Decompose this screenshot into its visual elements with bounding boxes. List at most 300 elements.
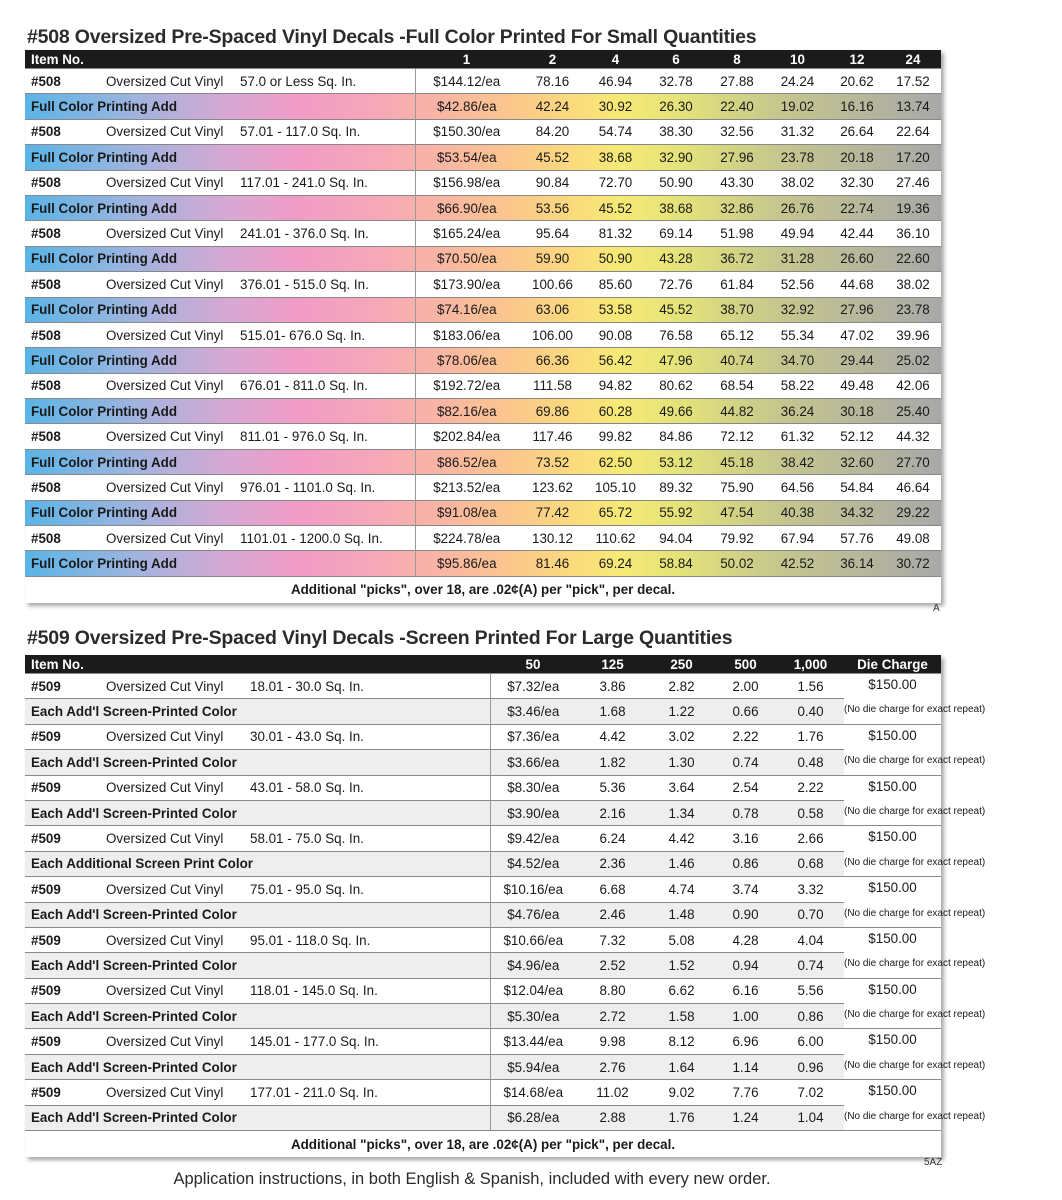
price-row [25, 373, 941, 398]
table-509-title: #509 Oversized Pre-Spaced Vinyl Decals -Screen Printed For Large Quantities [27, 627, 733, 649]
price-cell: 45.52 [587, 195, 644, 220]
price-cell: 4.04 [777, 927, 844, 952]
add-on-label: Each Add'l Screen-Printed Color [25, 750, 490, 775]
price-cell: 90.84 [518, 170, 587, 195]
price-cell: 44.68 [829, 272, 885, 297]
add-on-row [25, 449, 941, 474]
header-qty: 24 [885, 50, 941, 69]
price-cell: 36.14 [829, 551, 885, 576]
price-cell: 13.74 [885, 94, 941, 119]
price-cell: 26.76 [766, 195, 829, 220]
die-charge-amount: $150.00 [868, 829, 917, 845]
die-charge-cell [844, 978, 986, 1029]
add-on-row [25, 851, 941, 876]
price-row [25, 1029, 941, 1054]
add-on-row [25, 399, 941, 424]
price-cell: 36.10 [885, 221, 941, 246]
price-cell: 17.52 [885, 69, 941, 94]
price-cell: 106.00 [518, 322, 587, 347]
price-cell: 32.86 [708, 195, 766, 220]
table-footnote: Additional "picks", over 18, are .02¢(A) per "pick", per decal. [25, 1131, 941, 1158]
table-header [25, 50, 941, 69]
header-qty: 6 [644, 50, 708, 69]
price-cell: $95.86/ea [415, 551, 518, 576]
price-cell: 47.96 [644, 348, 708, 373]
item-number: #509 [25, 775, 106, 800]
price-row [25, 170, 941, 195]
price-cell: $4.52/ea [490, 851, 576, 876]
price-cell: 20.18 [829, 145, 885, 170]
item-number: #509 [25, 674, 106, 699]
item-description: Oversized Cut Vinyl [106, 475, 240, 500]
die-charge-amount: $150.00 [868, 727, 917, 743]
price-cell: 8.80 [576, 978, 649, 1003]
price-cell: 0.48 [777, 750, 844, 775]
item-description: Oversized Cut Vinyl [106, 526, 240, 551]
die-charge-amount: $150.00 [868, 677, 917, 692]
size-range: 118.01 - 145.0 Sq. In. [250, 978, 490, 1003]
size-range: 43.01 - 58.0 Sq. In. [250, 775, 490, 800]
add-on-label: Full Color Printing Add [25, 348, 415, 373]
item-description: Oversized Cut Vinyl [106, 170, 240, 195]
price-cell: 57.76 [829, 526, 885, 551]
price-cell: 65.12 [708, 322, 766, 347]
price-cell: 17.20 [885, 145, 941, 170]
price-cell: 85.60 [587, 272, 644, 297]
header-qty: 50 [490, 655, 576, 674]
item-description: Oversized Cut Vinyl [106, 1080, 250, 1105]
price-row [25, 526, 941, 551]
table-footnote: Additional "picks", over 18, are .02¢(A) per "pick", per decal. [25, 576, 941, 603]
header-qty: 250 [649, 655, 714, 674]
size-range: 676.01 - 811.0 Sq. In. [240, 373, 415, 398]
price-cell: 81.46 [518, 551, 587, 576]
price-cell: 8.12 [649, 1029, 714, 1054]
die-charge-note: (No die charge for exact repeat) [844, 1059, 986, 1071]
price-cell: 7.76 [714, 1080, 777, 1105]
price-cell: 27.96 [708, 145, 766, 170]
price-cell: 72.76 [644, 272, 708, 297]
price-cell: 39.96 [885, 322, 941, 347]
price-cell: 25.40 [885, 399, 941, 424]
item-description: Oversized Cut Vinyl [106, 272, 240, 297]
price-cell: 1.52 [649, 953, 714, 978]
price-cell: 60.28 [587, 399, 644, 424]
price-cell: 0.94 [714, 953, 777, 978]
die-charge-amount: $150.00 [868, 981, 917, 997]
price-cell: 84.20 [518, 119, 587, 144]
price-cell: 38.42 [766, 449, 829, 474]
price-cell: 42.24 [518, 94, 587, 119]
price-cell: 55.34 [766, 322, 829, 347]
price-cell: 69.86 [518, 399, 587, 424]
price-cell: 1.30 [649, 750, 714, 775]
price-cell: 2.82 [649, 674, 714, 699]
price-cell: 38.68 [644, 195, 708, 220]
price-cell: $6.28/ea [490, 1105, 576, 1130]
price-cell: 1.68 [576, 699, 649, 724]
price-cell: 19.02 [766, 94, 829, 119]
price-cell: $7.32/ea [490, 674, 576, 699]
table-header [25, 655, 941, 674]
add-on-label: Full Color Printing Add [25, 399, 415, 424]
price-cell: 6.62 [649, 978, 714, 1003]
price-cell: 11.02 [576, 1080, 649, 1105]
price-cell: 2.00 [714, 674, 777, 699]
price-cell: 5.36 [576, 775, 649, 800]
price-cell: 16.16 [829, 94, 885, 119]
price-cell: 0.66 [714, 699, 777, 724]
price-cell: 50.02 [708, 551, 766, 576]
price-cell: 80.62 [644, 373, 708, 398]
add-on-row [25, 1054, 941, 1079]
add-on-row [25, 1105, 941, 1130]
die-charge-note: (No die charge for exact repeat) [844, 704, 986, 716]
price-cell: 32.92 [766, 297, 829, 322]
price-cell: 4.74 [649, 877, 714, 902]
price-row [25, 674, 941, 699]
header-item-no: Item No. [25, 655, 490, 674]
price-cell: 52.12 [829, 424, 885, 449]
price-cell: 6.16 [714, 978, 777, 1003]
price-cell: 47.54 [708, 500, 766, 525]
add-on-row [25, 750, 941, 775]
die-charge-note: (No die charge for exact repeat) [844, 1110, 986, 1122]
table-footnote-row [25, 1131, 941, 1158]
item-number: #508 [25, 373, 106, 398]
header-qty: 125 [576, 655, 649, 674]
size-range: 57.01 - 117.0 Sq. In. [240, 119, 415, 144]
item-number: #508 [25, 69, 106, 94]
price-cell: 65.72 [587, 500, 644, 525]
size-range: 30.01 - 43.0 Sq. In. [250, 724, 490, 749]
price-cell: 36.24 [766, 399, 829, 424]
price-cell: 1.04 [777, 1105, 844, 1130]
item-description: Oversized Cut Vinyl [106, 674, 250, 699]
price-cell: 49.94 [766, 221, 829, 246]
price-cell: 62.50 [587, 449, 644, 474]
item-number: #508 [25, 475, 106, 500]
price-cell: $13.44/ea [490, 1029, 576, 1054]
price-cell: 90.08 [587, 322, 644, 347]
header-item-no: Item No. [25, 50, 415, 69]
item-description: Oversized Cut Vinyl [106, 877, 250, 902]
price-cell: 56.42 [587, 348, 644, 373]
price-cell: $14.68/ea [490, 1080, 576, 1105]
price-cell: $82.16/ea [415, 399, 518, 424]
die-charge-cell [844, 826, 986, 877]
item-description: Oversized Cut Vinyl [106, 826, 250, 851]
add-on-label: Full Color Printing Add [25, 94, 415, 119]
price-cell: 2.88 [576, 1105, 649, 1130]
price-cell: $150.30/ea [415, 119, 518, 144]
price-cell: 89.32 [644, 475, 708, 500]
price-row [25, 221, 941, 246]
price-cell: 59.90 [518, 246, 587, 271]
price-cell: 53.12 [644, 449, 708, 474]
price-cell: 40.38 [766, 500, 829, 525]
add-on-row [25, 348, 941, 373]
price-cell: 3.74 [714, 877, 777, 902]
add-on-label: Full Color Printing Add [25, 551, 415, 576]
item-description: Oversized Cut Vinyl [106, 724, 250, 749]
price-cell: 53.58 [587, 297, 644, 322]
price-cell: 36.72 [708, 246, 766, 271]
price-cell: 2.16 [576, 800, 649, 825]
item-number: #509 [25, 877, 106, 902]
price-cell: 51.98 [708, 221, 766, 246]
item-number: #508 [25, 424, 106, 449]
price-cell: 4.42 [576, 724, 649, 749]
price-cell: $7.36/ea [490, 724, 576, 749]
item-number: #509 [25, 826, 106, 851]
size-range: 177.01 - 211.0 Sq. In. [250, 1080, 490, 1105]
price-cell: 3.02 [649, 724, 714, 749]
header-qty: 12 [829, 50, 885, 69]
price-cell: 30.92 [587, 94, 644, 119]
price-cell: $202.84/ea [415, 424, 518, 449]
table-508-corner-code: A [933, 603, 940, 614]
price-cell: 27.96 [829, 297, 885, 322]
add-on-label: Full Color Printing Add [25, 449, 415, 474]
price-cell: 1.82 [576, 750, 649, 775]
size-range: 376.01 - 515.0 Sq. In. [240, 272, 415, 297]
header-die-charge: Die Charge [844, 655, 941, 674]
die-charge-cell [844, 724, 986, 775]
price-cell: $3.46/ea [490, 699, 576, 724]
price-cell: 55.92 [644, 500, 708, 525]
item-number: #508 [25, 221, 106, 246]
die-charge-note: (No die charge for exact repeat) [844, 805, 986, 817]
price-cell: 38.68 [587, 145, 644, 170]
price-cell: $10.16/ea [490, 877, 576, 902]
price-cell: 4.42 [649, 826, 714, 851]
price-cell: 1.22 [649, 699, 714, 724]
price-cell: 9.98 [576, 1029, 649, 1054]
price-cell: 5.08 [649, 927, 714, 952]
price-cell: $4.76/ea [490, 902, 576, 927]
price-cell: 2.22 [777, 775, 844, 800]
price-cell: 110.62 [587, 526, 644, 551]
header-qty: 1,000 [777, 655, 844, 674]
size-range: 95.01 - 118.0 Sq. In. [250, 927, 490, 952]
price-cell: 2.66 [777, 826, 844, 851]
price-cell: 72.70 [587, 170, 644, 195]
price-cell: 45.52 [518, 145, 587, 170]
price-cell: 27.70 [885, 449, 941, 474]
add-on-label: Full Color Printing Add [25, 195, 415, 220]
add-on-label: Full Color Printing Add [25, 500, 415, 525]
price-cell: 66.36 [518, 348, 587, 373]
price-cell: 6.24 [576, 826, 649, 851]
price-row [25, 322, 941, 347]
price-cell: 49.08 [885, 526, 941, 551]
price-cell: 53.56 [518, 195, 587, 220]
price-cell: 46.64 [885, 475, 941, 500]
price-cell: 27.88 [708, 69, 766, 94]
price-cell: 105.10 [587, 475, 644, 500]
price-cell: 9.02 [649, 1080, 714, 1105]
price-cell: 63.06 [518, 297, 587, 322]
price-cell: 22.40 [708, 94, 766, 119]
add-on-row [25, 1004, 941, 1029]
price-cell: 99.82 [587, 424, 644, 449]
add-on-label: Each Add'l Screen-Printed Color [25, 902, 490, 927]
price-row [25, 475, 941, 500]
price-cell: 46.94 [587, 69, 644, 94]
price-cell: 26.64 [829, 119, 885, 144]
die-charge-cell [844, 1080, 986, 1131]
die-charge-cell [844, 674, 986, 725]
item-description: Oversized Cut Vinyl [106, 927, 250, 952]
price-cell: 0.40 [777, 699, 844, 724]
die-charge-amount: $150.00 [868, 1083, 917, 1099]
size-range: 241.01 - 376.0 Sq. In. [240, 221, 415, 246]
price-cell: 32.56 [708, 119, 766, 144]
price-row [25, 272, 941, 297]
header-qty: 8 [708, 50, 766, 69]
price-cell: 31.32 [766, 119, 829, 144]
price-cell: 32.90 [644, 145, 708, 170]
size-range: 58.01 - 75.0 Sq. In. [250, 826, 490, 851]
price-cell: 123.62 [518, 475, 587, 500]
price-cell: $173.90/ea [415, 272, 518, 297]
add-on-row [25, 145, 941, 170]
price-cell: 117.46 [518, 424, 587, 449]
price-cell: 76.58 [644, 322, 708, 347]
table-509 [25, 655, 986, 1157]
price-cell: 2.36 [576, 851, 649, 876]
price-cell: 69.14 [644, 221, 708, 246]
price-cell: $213.52/ea [415, 475, 518, 500]
price-cell: 0.90 [714, 902, 777, 927]
price-cell: 1.64 [649, 1054, 714, 1079]
price-cell: 38.02 [766, 170, 829, 195]
price-cell: $86.52/ea [415, 449, 518, 474]
add-on-label: Each Add'l Screen-Printed Color [25, 953, 490, 978]
price-cell: 5.56 [777, 978, 844, 1003]
add-on-row [25, 902, 941, 927]
size-range: 145.01 - 177.0 Sq. In. [250, 1029, 490, 1054]
die-charge-note: (No die charge for exact repeat) [844, 958, 986, 970]
price-cell: 64.56 [766, 475, 829, 500]
price-cell: 95.64 [518, 221, 587, 246]
size-range: 515.01- 676.0 Sq. In. [240, 322, 415, 347]
price-cell: 27.46 [885, 170, 941, 195]
price-cell: 58.22 [766, 373, 829, 398]
header-qty: 2 [518, 50, 587, 69]
price-cell: 32.78 [644, 69, 708, 94]
item-description: Oversized Cut Vinyl [106, 424, 240, 449]
price-cell: 1.46 [649, 851, 714, 876]
item-number: #509 [25, 927, 106, 952]
price-cell: $91.08/ea [415, 500, 518, 525]
table-508-title: #508 Oversized Pre-Spaced Vinyl Decals -Full Color Printed For Small Quantities [27, 26, 757, 48]
table-footnote-row [25, 576, 941, 603]
price-row [25, 927, 941, 952]
size-range: 75.01 - 95.0 Sq. In. [250, 877, 490, 902]
item-number: #508 [25, 272, 106, 297]
item-description: Oversized Cut Vinyl [106, 978, 250, 1003]
add-on-label: Full Color Printing Add [25, 297, 415, 322]
price-cell: $8.30/ea [490, 775, 576, 800]
price-cell: 69.24 [587, 551, 644, 576]
price-cell: 0.68 [777, 851, 844, 876]
price-cell: $5.94/ea [490, 1054, 576, 1079]
price-cell: $9.42/ea [490, 826, 576, 851]
price-cell: 1.24 [714, 1105, 777, 1130]
add-on-label: Full Color Printing Add [25, 145, 415, 170]
add-on-row [25, 246, 941, 271]
add-on-label: Each Add'l Screen-Printed Color [25, 1054, 490, 1079]
item-description: Oversized Cut Vinyl [106, 322, 240, 347]
price-cell: $156.98/ea [415, 170, 518, 195]
price-cell: 23.78 [766, 145, 829, 170]
price-cell: 94.82 [587, 373, 644, 398]
price-cell: 1.34 [649, 800, 714, 825]
price-cell: $5.30/ea [490, 1004, 576, 1029]
add-on-row [25, 800, 941, 825]
price-cell: 50.90 [587, 246, 644, 271]
price-cell: 2.52 [576, 953, 649, 978]
price-cell: 73.52 [518, 449, 587, 474]
price-cell: $192.72/ea [415, 373, 518, 398]
price-cell: 1.76 [649, 1105, 714, 1130]
price-cell: 30.18 [829, 399, 885, 424]
price-cell: $3.90/ea [490, 800, 576, 825]
price-cell: 2.22 [714, 724, 777, 749]
price-cell: $42.86/ea [415, 94, 518, 119]
price-cell: 30.72 [885, 551, 941, 576]
price-cell: 100.66 [518, 272, 587, 297]
price-cell: $74.16/ea [415, 297, 518, 322]
die-charge-note: (No die charge for exact repeat) [844, 907, 986, 919]
price-row [25, 724, 941, 749]
price-cell: 44.82 [708, 399, 766, 424]
price-cell: 0.74 [714, 750, 777, 775]
add-on-label: Full Color Printing Add [25, 246, 415, 271]
die-charge-note: (No die charge for exact repeat) [844, 755, 986, 767]
price-cell: 38.30 [644, 119, 708, 144]
price-cell: 54.74 [587, 119, 644, 144]
die-charge-cell [844, 927, 986, 978]
price-cell: 7.32 [576, 927, 649, 952]
price-cell: 45.52 [644, 297, 708, 322]
add-on-row [25, 953, 941, 978]
price-row [25, 69, 941, 94]
price-cell: 6.00 [777, 1029, 844, 1054]
price-cell: 72.12 [708, 424, 766, 449]
price-cell: 81.32 [587, 221, 644, 246]
die-charge-cell [844, 1029, 986, 1080]
add-on-row [25, 699, 941, 724]
price-cell: 2.76 [576, 1054, 649, 1079]
price-cell: $183.06/ea [415, 322, 518, 347]
price-row [25, 877, 941, 902]
price-cell: 42.52 [766, 551, 829, 576]
price-row [25, 119, 941, 144]
price-cell: 61.32 [766, 424, 829, 449]
die-charge-note: (No die charge for exact repeat) [844, 1009, 986, 1021]
add-on-label: Each Add'l Screen-Printed Color [25, 1004, 490, 1029]
price-cell: $224.78/ea [415, 526, 518, 551]
price-cell: $144.12/ea [415, 69, 518, 94]
price-cell: 24.24 [766, 69, 829, 94]
price-cell: 68.54 [708, 373, 766, 398]
item-description: Oversized Cut Vinyl [106, 1029, 250, 1054]
add-on-label: Each Add'l Screen-Printed Color [25, 1105, 490, 1130]
add-on-row [25, 500, 941, 525]
